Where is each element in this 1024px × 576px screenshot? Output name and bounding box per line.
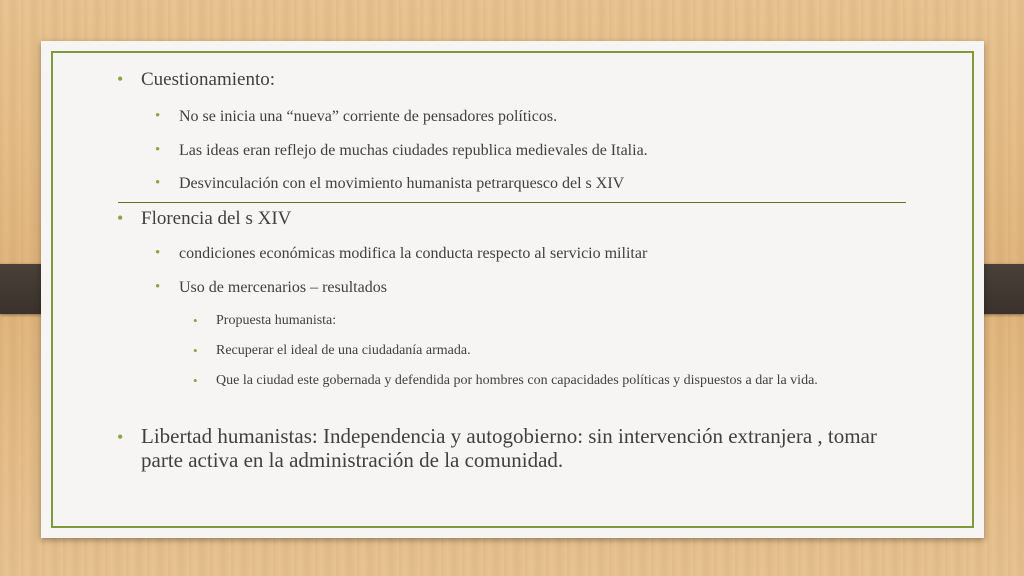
slide-content [41,41,984,538]
bullet-text: Que la ciudad este gobernada y defendida por hombres con capacidades políticas y dispuestos a dar la vida. [216,373,818,388]
bullet-text: Desvinculación con el movimiento humanista petrarquesco del s XIV [179,175,625,192]
bullet-text: No se inicia una “nueva” corriente de pensadores políticos. [179,108,558,125]
bullet-item [155,175,625,193]
bullet-icon: • [193,343,198,358]
bullet-item [117,424,881,472]
bullet-text: Cuestionamiento: [141,69,276,90]
bullet-icon: • [193,313,198,328]
slide-card [41,41,984,538]
bullet-item [193,343,471,359]
bullet-icon: • [155,175,161,191]
bullet-item [193,372,901,390]
divider-line [118,202,906,203]
bullet-icon: • [117,208,124,228]
bullet-item [155,245,648,263]
bullet-icon: • [155,108,161,124]
bullet-icon: • [193,373,198,388]
bullet-text: Las ideas eran reflejo de muchas ciudades republica medievales de Italia. [179,142,648,159]
bullet-text: condiciones económicas modifica la conducta respecto al servicio militar [179,245,648,262]
bullet-item [155,142,648,160]
bullet-text: Libertad humanistas: Independencia y autogobierno: sin intervención extranjera , tomar parte activa en la administración de la comunidad. [141,424,877,472]
bullet-icon: • [117,427,124,447]
bullet-text: Recuperar el ideal de una ciudadanía armada. [216,343,471,358]
bullet-icon: • [117,69,124,89]
bullet-text: Uso de mercenarios – resultados [179,279,387,296]
bullet-text: Propuesta humanista: [216,313,337,328]
bullet-icon: • [155,245,161,261]
bullet-item [193,313,337,329]
bullet-item [117,208,292,230]
bullet-item [117,69,276,91]
bullet-item [155,279,387,297]
bullet-item [155,108,558,126]
bullet-icon: • [155,142,161,158]
bullet-text: Florencia del s XIV [141,208,292,229]
bullet-icon: • [155,279,161,295]
